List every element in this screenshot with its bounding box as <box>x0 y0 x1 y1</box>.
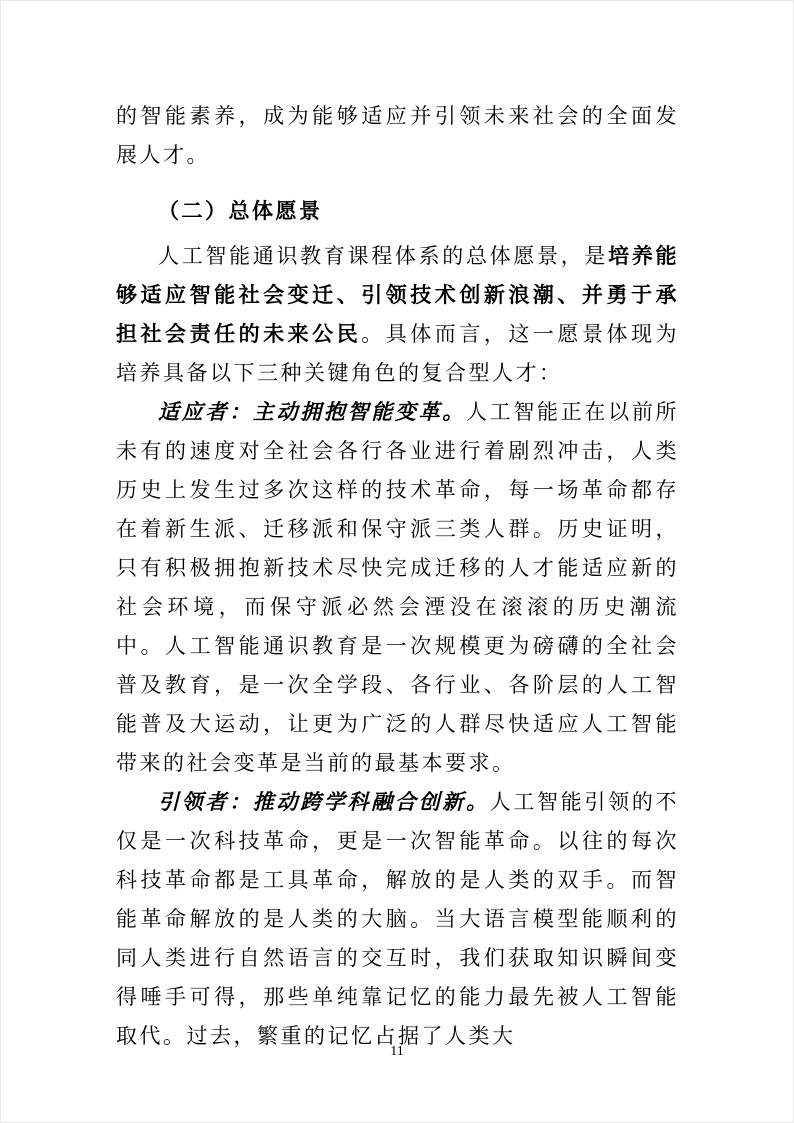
paragraphs <box>116 97 679 1056</box>
leader-role-paragraph <box>116 783 679 1056</box>
text-run: 适应者：主动拥抱智能变革。 <box>158 400 466 424</box>
page-content <box>116 97 679 1056</box>
page-number: 11 <box>390 1044 404 1059</box>
continuation-paragraph <box>116 97 679 175</box>
page-footer <box>1 1042 793 1060</box>
text-run: 人工智能正在以前所未有的速度对全社会各行各业进行着剧烈冲击，人类历史上发生过多次这样的技术革命，每一场革命都存在着新生派、迁移派和保守派三类人群。历史证明，只有积极拥抱新技术尽快完成迁移的人才能适应新的社会环境，而保守派必然会湮没在滚滚的历史潮流中。人工智能通识教育是一次规模更为磅礴的全社会普及教育，是一次全学段、各行业、各阶层的人工智能普及大运动，让更为广泛的人群尽快适应人工智能带来的社会变革是当前的最基本要求。 <box>116 401 680 775</box>
text-run: 的智能素养，成为能够适应并引领未来社会的全面发展人才。 <box>116 105 679 167</box>
vision-paragraph <box>116 237 679 393</box>
text-run: 培养能够适应智能社会变迁、引领技术创新浪潮、并勇于承担社会责任的未来公民 <box>116 245 680 346</box>
text-run: 人工智能引领的不仅是一次科技革命，更是一次智能革命。以往的每次科技革命都是工具革命，解放的是人类的双手。而智能革命解放的是人类的大脑。当大语言模型能顺利的同人类进行自然语言的交互时，我们获取知识瞬间变得唾手可得，那些单纯靠记忆的能力最先被人工智能取代。过去，繁重的记忆占据了人类大 <box>116 791 680 1048</box>
text-run: （二）总体愿景 <box>158 200 323 223</box>
text-run: 引领者：推动跨学科融合创新。 <box>158 790 490 814</box>
section-heading-overall-vision <box>116 192 679 231</box>
text-run: 人工智能通识教育课程体系的总体愿景，是 <box>158 245 609 268</box>
text-run: 。具体而言，这一愿景体现为培养具备以下三种关键角色的复合型人才： <box>116 323 680 385</box>
adapter-role-paragraph <box>116 393 679 783</box>
